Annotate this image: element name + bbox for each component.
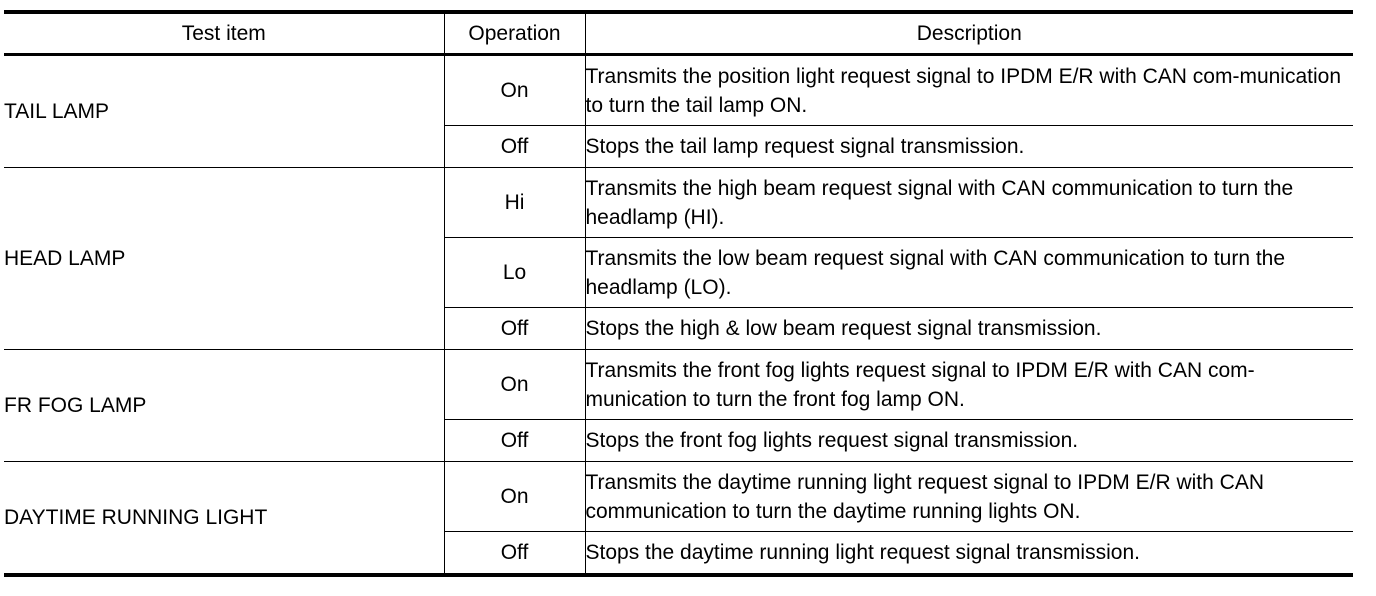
description-cell: Transmits the high beam request signal with CAN communication to turn the headlamp (HI). xyxy=(585,168,1353,238)
operation-cell: Hi xyxy=(444,168,585,238)
table-header-row xyxy=(4,12,1353,55)
header-description: Description xyxy=(585,12,1353,55)
operation-cell: Off xyxy=(444,420,585,462)
test-item-daytime-running-light: DAYTIME RUNNING LIGHT xyxy=(4,462,444,576)
description-cell: Stops the daytime running light request signal transmission. xyxy=(585,532,1353,576)
operation-cell: On xyxy=(444,55,585,126)
header-operation: Operation xyxy=(444,12,585,55)
description-cell: Transmits the low beam request signal with CAN communication to turn the headlamp (LO). xyxy=(585,238,1353,308)
description-cell: Transmits the daytime running light request signal to IPDM E/R with CAN communication to turn the daytime running lights ON. xyxy=(585,462,1353,532)
description-cell: Stops the high & low beam request signal transmission. xyxy=(585,308,1353,350)
operation-cell: Off xyxy=(444,126,585,168)
operation-cell: On xyxy=(444,462,585,532)
test-item-fr-fog-lamp: FR FOG LAMP xyxy=(4,350,444,462)
table-row xyxy=(4,55,1353,126)
operation-cell: Lo xyxy=(444,238,585,308)
table-row xyxy=(4,462,1353,532)
test-item-head-lamp: HEAD LAMP xyxy=(4,168,444,350)
description-cell: Stops the front fog lights request signal transmission. xyxy=(585,420,1353,462)
description-cell: Transmits the position light request signal to IPDM E/R with CAN com-munication to turn the tail lamp ON. xyxy=(585,55,1353,126)
operation-cell: Off xyxy=(444,532,585,576)
table-row xyxy=(4,168,1353,238)
operation-cell: Off xyxy=(444,308,585,350)
test-item-tail-lamp: TAIL LAMP xyxy=(4,55,444,168)
test-item-table xyxy=(4,10,1353,577)
table-row xyxy=(4,350,1353,420)
operation-cell: On xyxy=(444,350,585,420)
description-cell: Transmits the front fog lights request signal to IPDM E/R with CAN com-munication to turn the front fog lamp ON. xyxy=(585,350,1353,420)
header-test-item: Test item xyxy=(4,12,444,55)
description-cell: Stops the tail lamp request signal transmission. xyxy=(585,126,1353,168)
